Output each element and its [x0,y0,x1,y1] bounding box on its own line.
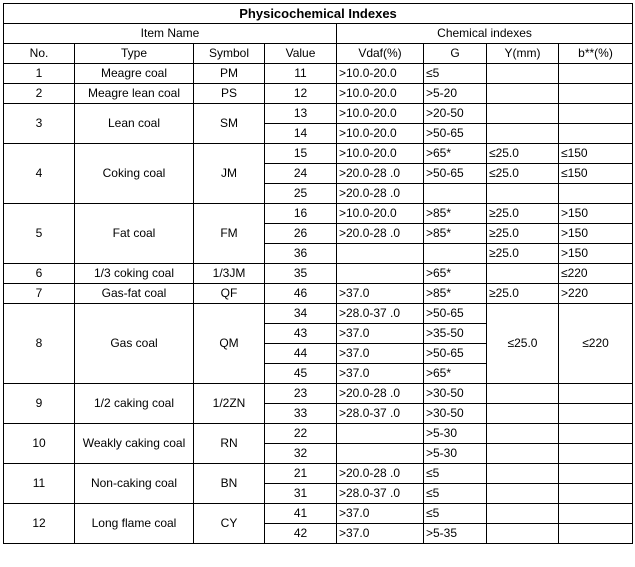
vdaf-cell: >20.0-28 .0 [337,164,424,184]
vdaf-cell: >20.0-28 .0 [337,384,424,404]
y-cell [487,444,559,464]
vdaf-cell: >28.0-37 .0 [337,484,424,504]
g-cell: ≤5 [424,504,487,524]
physicochemical-indexes-table [3,3,633,544]
b-cell [559,424,633,444]
g-cell: >5-35 [424,524,487,544]
table-row [4,104,633,124]
coal-symbol: JM [194,144,265,204]
vdaf-cell: >37.0 [337,364,424,384]
coal-value: 12 [265,84,337,104]
g-cell: >65* [424,364,487,384]
coal-value: 15 [265,144,337,164]
y-cell [487,264,559,284]
coal-value: 43 [265,324,337,344]
coal-value: 45 [265,364,337,384]
b-cell: >150 [559,224,633,244]
coal-type: Fat coal [75,204,194,264]
y-cell [487,464,559,484]
y-cell [487,524,559,544]
table-title: Physicochemical Indexes [4,4,633,24]
table-row [4,504,633,524]
b-cell: ≤150 [559,164,633,184]
coal-value: 44 [265,344,337,364]
coal-no: 4 [4,144,75,204]
vdaf-cell: >20.0-28 .0 [337,184,424,204]
y-cell: ≥25.0 [487,224,559,244]
vdaf-cell: >20.0-28 .0 [337,464,424,484]
vdaf-cell: >37.0 [337,344,424,364]
g-cell: >50-65 [424,164,487,184]
coal-value: 32 [265,444,337,464]
coal-value: 21 [265,464,337,484]
coal-type: 1/2 caking coal [75,384,194,424]
coal-value: 24 [265,164,337,184]
b-cell [559,124,633,144]
b-cell: ≤150 [559,144,633,164]
vdaf-cell: >10.0-20.0 [337,64,424,84]
g-cell: >50-65 [424,124,487,144]
vdaf-cell: >28.0-37 .0 [337,304,424,324]
vdaf-cell: >10.0-20.0 [337,104,424,124]
y-cell: ≤25.0 [487,164,559,184]
b-cell: ≤220 [559,304,633,384]
coal-value: 34 [265,304,337,324]
y-cell [487,104,559,124]
g-cell: >20-50 [424,104,487,124]
b-cell [559,64,633,84]
coal-no: 3 [4,104,75,144]
coal-type: Coking coal [75,144,194,204]
g-cell: ≤5 [424,484,487,504]
vdaf-cell: >37.0 [337,524,424,544]
coal-no: 2 [4,84,75,104]
coal-symbol: BN [194,464,265,504]
b-cell [559,484,633,504]
table-row [4,284,633,304]
coal-value: 26 [265,224,337,244]
y-cell [487,384,559,404]
b-cell: >150 [559,204,633,224]
coal-value: 36 [265,244,337,264]
y-cell: ≥25.0 [487,284,559,304]
col-header-b: b**(%) [559,44,633,64]
coal-type: Non-caking coal [75,464,194,504]
y-cell [487,404,559,424]
table-row [4,264,633,284]
coal-value: 33 [265,404,337,424]
coal-symbol: QM [194,304,265,384]
coal-symbol: RN [194,424,265,464]
coal-no: 10 [4,424,75,464]
vdaf-cell: >37.0 [337,504,424,524]
g-cell: ≤5 [424,64,487,84]
g-cell: >65* [424,264,487,284]
coal-value: 13 [265,104,337,124]
coal-symbol: FM [194,204,265,264]
table-row [4,384,633,404]
b-cell [559,404,633,424]
g-cell: ≤5 [424,464,487,484]
b-cell [559,104,633,124]
coal-type: Gas-fat coal [75,284,194,304]
coal-type: Meagre lean coal [75,84,194,104]
y-cell [487,504,559,524]
g-cell: >35-50 [424,324,487,344]
table-row [4,64,633,84]
coal-symbol: QF [194,284,265,304]
vdaf-cell [337,244,424,264]
y-cell [487,424,559,444]
y-cell [487,184,559,204]
col-header-value: Value [265,44,337,64]
coal-type: Long flame coal [75,504,194,544]
vdaf-cell: >37.0 [337,324,424,344]
y-cell: ≥25.0 [487,244,559,264]
b-cell: ≤220 [559,264,633,284]
g-cell: >85* [424,284,487,304]
coal-no: 9 [4,384,75,424]
coal-symbol: PM [194,64,265,84]
g-cell: >30-50 [424,384,487,404]
g-cell: >50-65 [424,304,487,324]
table-row [4,144,633,164]
vdaf-cell: >10.0-20.0 [337,124,424,144]
coal-value: 22 [265,424,337,444]
table-row [4,204,633,224]
g-cell: >50-65 [424,344,487,364]
g-cell: >5-30 [424,424,487,444]
col-header-no: No. [4,44,75,64]
coal-value: 11 [265,64,337,84]
vdaf-cell [337,444,424,464]
coal-symbol: 1/2ZN [194,384,265,424]
item-name-header: Item Name [4,24,337,44]
b-cell: >220 [559,284,633,304]
b-cell [559,464,633,484]
vdaf-cell: >10.0-20.0 [337,84,424,104]
y-cell [487,124,559,144]
col-header-g: G [424,44,487,64]
coal-no: 1 [4,64,75,84]
g-cell [424,184,487,204]
b-cell [559,504,633,524]
coal-value: 23 [265,384,337,404]
coal-no: 6 [4,264,75,284]
g-cell: >65* [424,144,487,164]
coal-no: 7 [4,284,75,304]
g-cell: >5-30 [424,444,487,464]
y-cell: ≥25.0 [487,204,559,224]
coal-value: 46 [265,284,337,304]
vdaf-cell: >37.0 [337,284,424,304]
g-cell: >85* [424,224,487,244]
b-cell [559,524,633,544]
y-cell [487,484,559,504]
vdaf-cell [337,424,424,444]
coal-value: 16 [265,204,337,224]
chemical-indexes-header: Chemical indexes [337,24,633,44]
g-cell: >5-20 [424,84,487,104]
y-cell: ≤25.0 [487,144,559,164]
vdaf-cell: >28.0-37 .0 [337,404,424,424]
b-cell [559,184,633,204]
coal-no: 5 [4,204,75,264]
vdaf-cell: >20.0-28 .0 [337,224,424,244]
coal-value: 35 [265,264,337,284]
coal-symbol: CY [194,504,265,544]
b-cell: >150 [559,244,633,264]
coal-symbol: 1/3JM [194,264,265,284]
g-cell: >85* [424,204,487,224]
table-row [4,424,633,444]
coal-value: 25 [265,184,337,204]
y-cell [487,64,559,84]
y-cell: ≤25.0 [487,304,559,384]
col-header-vdaf: Vdaf(%) [337,44,424,64]
coal-value: 41 [265,504,337,524]
y-cell [487,84,559,104]
g-cell [424,244,487,264]
table-row [4,84,633,104]
coal-symbol: PS [194,84,265,104]
coal-value: 31 [265,484,337,504]
vdaf-cell: >10.0-20.0 [337,144,424,164]
coal-type: Gas coal [75,304,194,384]
coal-no: 12 [4,504,75,544]
coal-value: 14 [265,124,337,144]
header-row-1 [4,24,633,44]
coal-value: 42 [265,524,337,544]
coal-type: Lean coal [75,104,194,144]
vdaf-cell: >10.0-20.0 [337,204,424,224]
coal-no: 8 [4,304,75,384]
vdaf-cell [337,264,424,284]
col-header-y: Y(mm) [487,44,559,64]
col-header-type: Type [75,44,194,64]
col-header-symbol: Symbol [194,44,265,64]
coal-type: 1/3 coking coal [75,264,194,284]
b-cell [559,384,633,404]
g-cell: >30-50 [424,404,487,424]
title-row [4,4,633,24]
table-row [4,464,633,484]
table-row [4,304,633,324]
coal-type: Weakly caking coal [75,424,194,464]
coal-no: 11 [4,464,75,504]
coal-type: Meagre coal [75,64,194,84]
coal-symbol: SM [194,104,265,144]
b-cell [559,444,633,464]
b-cell [559,84,633,104]
